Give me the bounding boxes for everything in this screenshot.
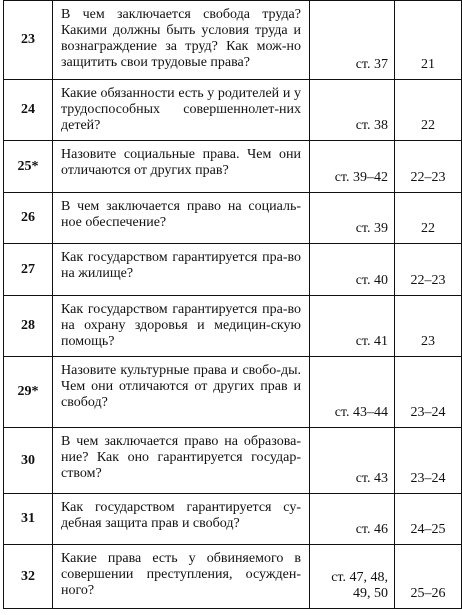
row-number: 30: [4, 428, 53, 494]
question-text: В чем заключается право на социаль-ное обеспечение?: [53, 193, 310, 244]
article-reference: ст. 39–42: [310, 141, 395, 193]
page-reference: 23: [395, 296, 462, 357]
question-text: Назовите социальные права. Чем они отличаются от других прав?: [53, 141, 310, 193]
page-reference: 25–26: [395, 545, 462, 609]
row-number: 27: [4, 244, 53, 296]
row-number: 26: [4, 193, 53, 244]
row-number: 31: [4, 494, 53, 545]
page-reference: 23–24: [395, 428, 462, 494]
table-row: [4, 494, 462, 545]
table-row: [4, 141, 462, 193]
table-row: [4, 357, 462, 428]
article-reference: ст. 47, 48, 49, 50: [310, 545, 395, 609]
page-reference: 24–25: [395, 494, 462, 545]
row-number: 24: [4, 80, 53, 141]
table-row: [4, 244, 462, 296]
page-reference: 22–23: [395, 141, 462, 193]
row-number: 32: [4, 545, 53, 609]
question-text: Какие права есть у обвиняемого в совершении преступления, осужден-ного?: [53, 545, 310, 609]
question-text: В чем заключается свобода труда? Какими должны быть условия труда и вознаграждение за труд? Как мож-но защитить свои трудовые права?: [53, 1, 310, 80]
question-text: Как государством гарантируется су-дебная защита прав и свобод?: [53, 494, 310, 545]
article-reference: ст. 37: [310, 1, 395, 80]
row-number: 25*: [4, 141, 53, 193]
table-row: [4, 545, 462, 609]
table-row: [4, 428, 462, 494]
row-number: 23: [4, 1, 53, 80]
article-reference: ст. 46: [310, 494, 395, 545]
table-row: [4, 80, 462, 141]
article-reference: ст. 40: [310, 244, 395, 296]
questions-table: [3, 0, 462, 609]
question-text: Назовите культурные права и свобо-ды. Чем они отличаются от других прав и свобод?: [53, 357, 310, 428]
page-reference: 22–23: [395, 244, 462, 296]
article-reference: ст. 43–44: [310, 357, 395, 428]
article-reference: ст. 41: [310, 296, 395, 357]
article-reference: ст. 39: [310, 193, 395, 244]
table-row: [4, 296, 462, 357]
page-reference: 23–24: [395, 357, 462, 428]
page-reference: 22: [395, 80, 462, 141]
page-reference: 21: [395, 1, 462, 80]
question-text: Как государством гарантируется пра-во на жилище?: [53, 244, 310, 296]
article-reference: ст. 38: [310, 80, 395, 141]
page-reference: 22: [395, 193, 462, 244]
question-text: Какие обязанности есть у родителей и у трудоспособных совершеннолет-них детей?: [53, 80, 310, 141]
question-text: Как государством гарантируется пра-во на охрану здоровья и медицин-скую помощь?: [53, 296, 310, 357]
article-reference: ст. 43: [310, 428, 395, 494]
table-row: [4, 1, 462, 80]
row-number: 28: [4, 296, 53, 357]
table-row: [4, 193, 462, 244]
question-text: В чем заключается право на образова-ние? Как оно гарантируется государ-ством?: [53, 428, 310, 494]
row-number: 29*: [4, 357, 53, 428]
